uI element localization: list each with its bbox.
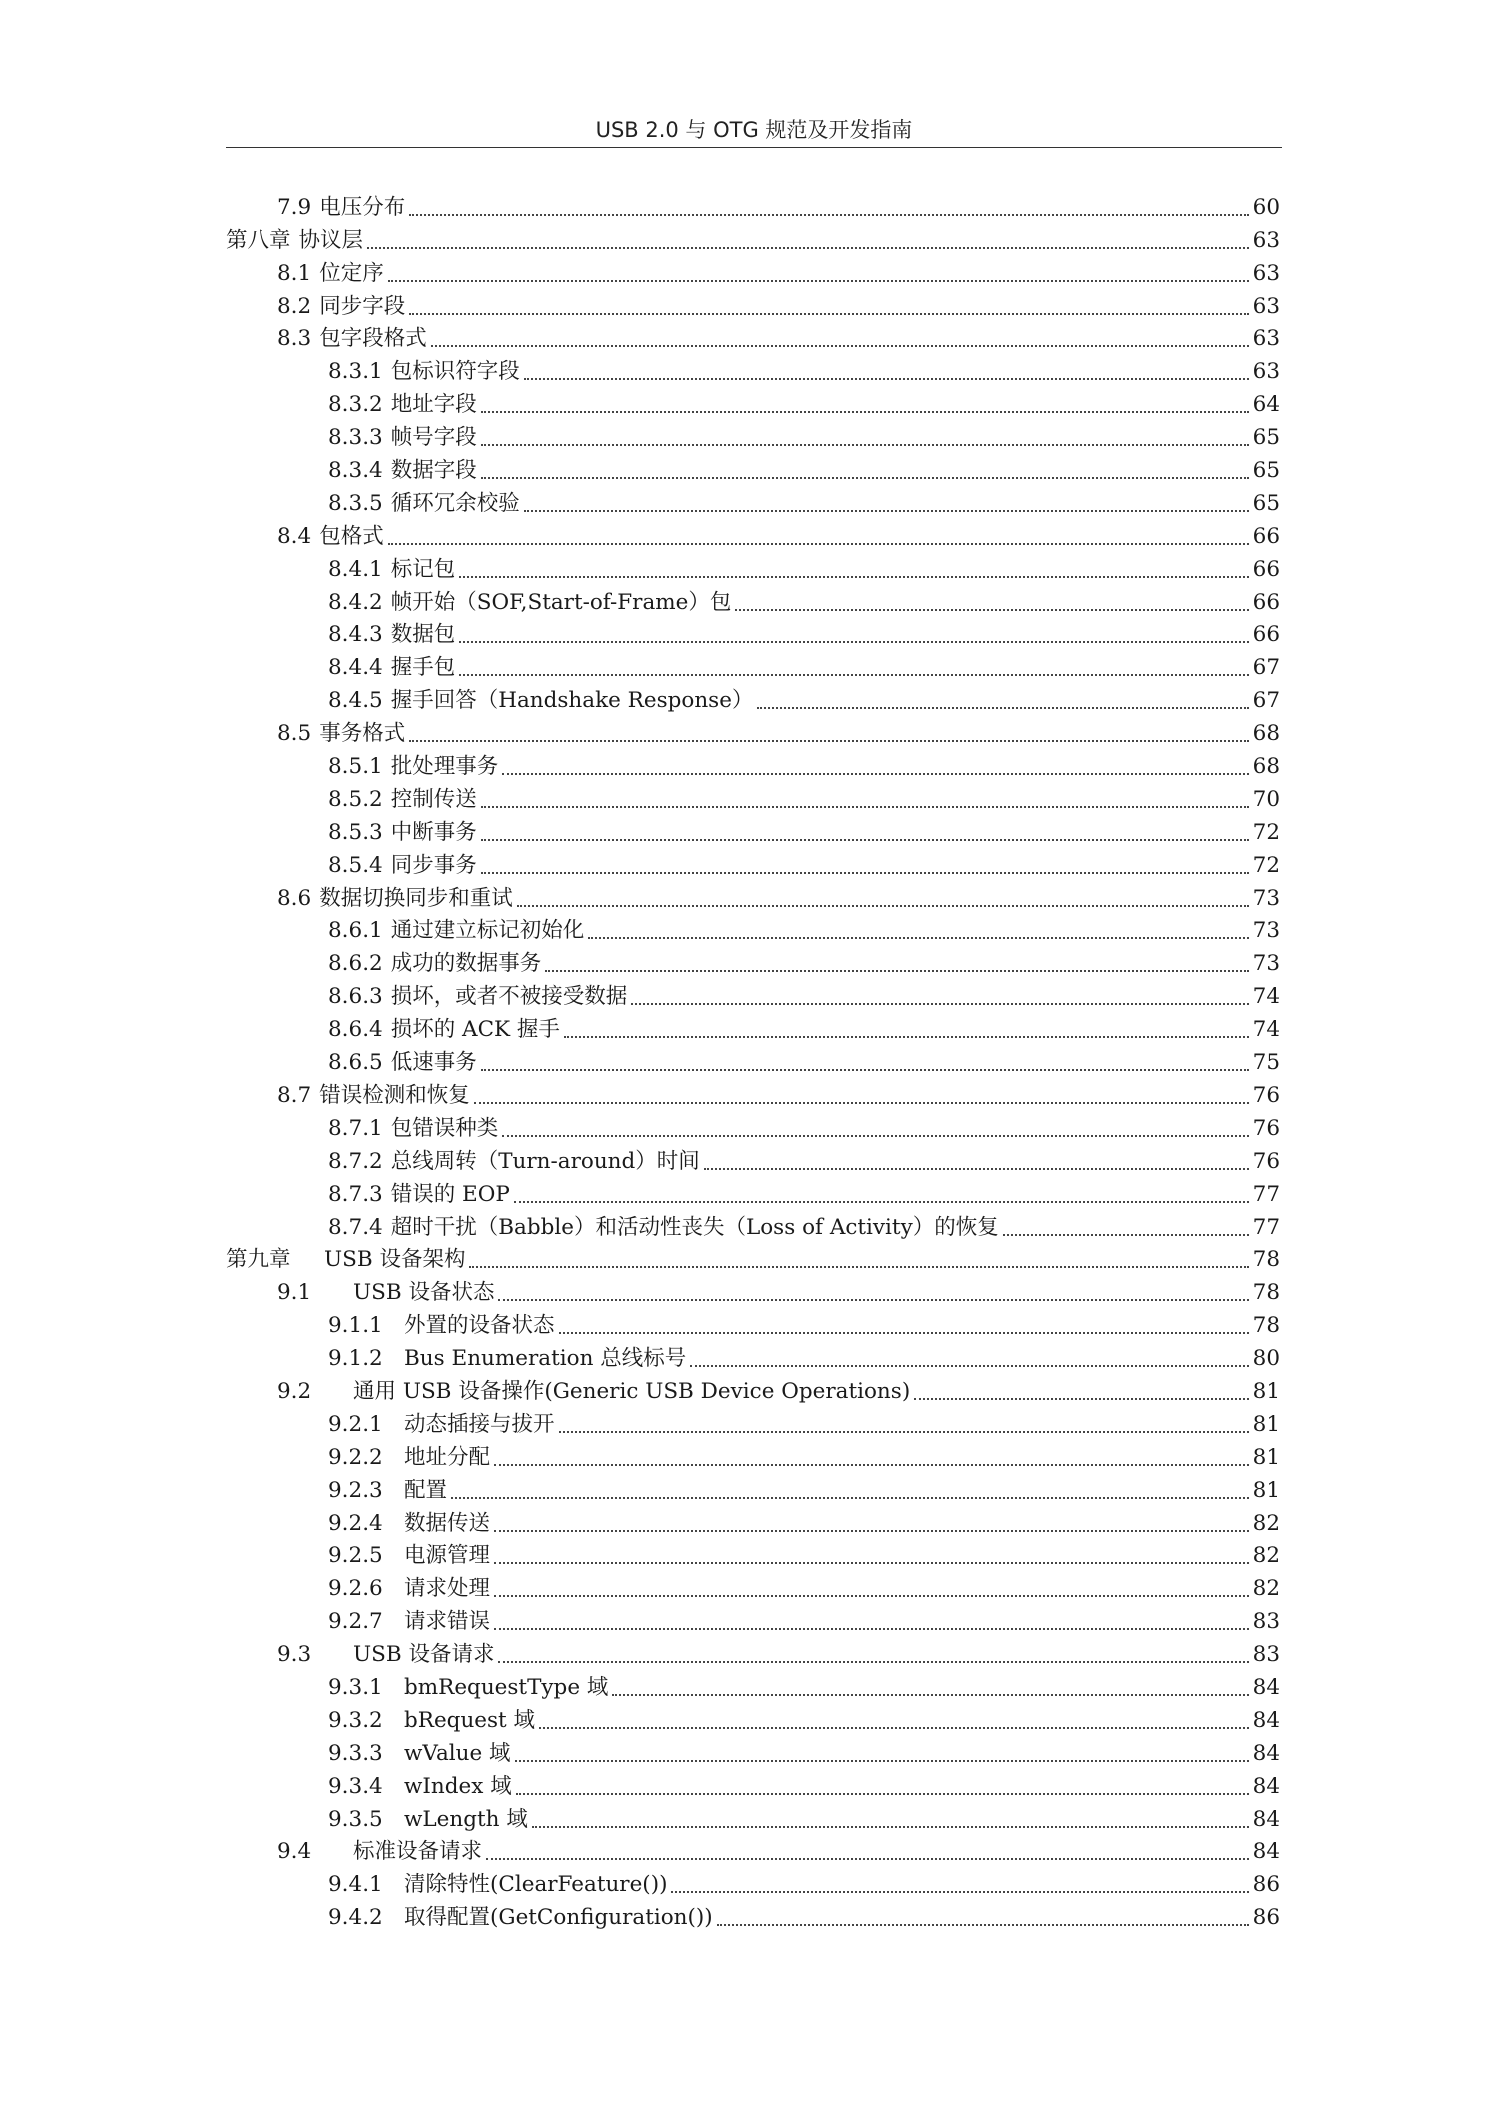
toc-entry-page: 83 [1252,1609,1280,1635]
toc-entry-title: bRequest 域 [404,1707,536,1733]
toc-entry-number: 9.1 [277,1280,312,1306]
toc-entry[interactable] [226,979,1280,1012]
toc-entry-page: 77 [1252,1214,1280,1240]
toc-entry-title: 总线周转（Turn-around）时间 [390,1148,700,1174]
toc-dot-leader [409,740,1249,742]
toc-entry-number: 8.5.2 [328,786,383,812]
toc-entry-number: 9.3.2 [328,1707,383,1733]
toc-dot-leader [367,247,1249,249]
toc-entry-page: 72 [1252,852,1280,878]
toc-entry-page: 65 [1252,490,1280,516]
toc-entry-page: 63 [1252,260,1280,286]
toc-entry[interactable] [226,486,1280,519]
toc-entry[interactable] [226,1341,1280,1374]
toc-entry-title: 帧号字段 [390,425,477,451]
toc-entry[interactable] [226,1045,1280,1078]
toc-entry-page: 81 [1252,1411,1280,1437]
toc-dot-leader [494,1562,1249,1564]
toc-entry-title: 数据切换同步和重试 [319,885,513,911]
toc-entry-number: 8.4.1 [328,556,383,582]
toc-entry-title: 通过建立标记初始化 [390,918,585,944]
toc-entry-page: 63 [1252,359,1280,385]
toc-entry-title: 包标识符字段 [390,359,520,385]
toc-entry-number: 9.2.4 [328,1510,383,1536]
toc-entry-number: 9.2 [277,1378,312,1404]
toc-entry[interactable] [226,650,1280,683]
toc-entry-title: 清除特性(ClearFeature()) [404,1872,668,1898]
toc-entry-number: 8.3.4 [328,458,383,484]
toc-entry-page: 84 [1252,1740,1280,1766]
toc-entry[interactable] [226,387,1280,420]
toc-entry-title: 请求处理 [404,1576,491,1602]
toc-entry-page: 81 [1252,1477,1280,1503]
toc-entry-number: 8.5.3 [328,819,383,845]
toc-entry-page: 68 [1252,721,1280,747]
toc-entry[interactable] [226,256,1280,289]
toc-entry-page: 78 [1252,1313,1280,1339]
toc-entry-title: 事务格式 [319,721,406,747]
toc-dot-leader [481,411,1249,413]
toc-entry-title: 循环冗余校验 [390,490,520,516]
toc-dot-leader [486,1858,1249,1860]
toc-entry[interactable] [226,683,1280,716]
toc-entry-title: 损坏的 ACK 握手 [390,1017,560,1043]
toc-entry-title: 批处理事务 [390,754,499,780]
toc-entry[interactable] [226,782,1280,815]
toc-entry-page: 65 [1252,425,1280,451]
toc-entry-title: USB 设备请求 [353,1642,495,1668]
toc-entry-page: 67 [1252,688,1280,714]
toc-dot-leader [388,543,1249,545]
toc-entry-title: 请求错误 [404,1609,491,1635]
toc-dot-leader [564,1036,1249,1038]
toc-dot-leader [612,1694,1249,1696]
toc-entry-number: 9.4.1 [328,1872,383,1898]
toc-entry-page: 66 [1252,523,1280,549]
toc-entry-title: 电压分布 [319,194,406,220]
toc-dot-leader [631,1003,1249,1005]
toc-dot-leader [481,806,1249,808]
toc-entry-page: 81 [1252,1378,1280,1404]
toc-dot-leader [516,1793,1249,1795]
toc-entry-title: 地址字段 [390,392,477,418]
toc-entry-number: 8.5.1 [328,754,383,780]
toc-entry[interactable] [226,618,1280,651]
toc-entry[interactable] [226,1440,1280,1473]
toc-entry-number: 8.7.3 [328,1181,383,1207]
toc-entry-number: 9.2.3 [328,1477,383,1503]
toc-dot-leader [494,1464,1249,1466]
toc-entry-number: 8.7.4 [328,1214,383,1240]
toc-entry-page: 64 [1252,392,1280,418]
toc-entry[interactable] [226,354,1280,387]
toc-dot-leader [690,1365,1249,1367]
toc-entry-number: 9.1.1 [328,1313,383,1339]
toc-dot-leader [1003,1234,1249,1236]
toc-entry[interactable] [226,881,1280,914]
toc-entry-number: 8.7 [277,1082,312,1108]
toc-dot-leader [481,477,1249,479]
toc-entry-page: 66 [1252,622,1280,648]
toc-dot-leader [481,444,1249,446]
toc-entry-title: 同步字段 [319,293,406,319]
toc-entry-number: 8.4.4 [328,655,383,681]
toc-entry-title: 中断事务 [390,819,477,845]
toc-entry-number: 8.5.4 [328,852,383,878]
toc-dot-leader [494,1628,1249,1630]
toc-entry[interactable] [226,585,1280,618]
toc-entry-page: 74 [1252,984,1280,1010]
toc-dot-leader [409,214,1249,216]
toc-entry[interactable] [226,1571,1280,1604]
toc-entry-title: bmRequestType 域 [404,1674,609,1700]
toc-entry-title: 包错误种类 [390,1115,499,1141]
toc-entry-title: 标记包 [390,556,456,582]
toc-entry-page: 84 [1252,1773,1280,1799]
toc-dot-leader [498,1661,1249,1663]
toc-entry-number: 9.2.5 [328,1543,383,1569]
toc-entry-number: 9.2.7 [328,1609,383,1635]
toc-entry-number: 9.3.3 [328,1740,383,1766]
toc-entry-number: 8.4.5 [328,688,383,714]
toc-dot-leader [514,1201,1249,1203]
toc-dot-leader [524,378,1249,380]
toc-dot-leader [524,510,1249,512]
toc-entry-title: 位定序 [319,260,384,286]
toc-entry[interactable] [226,1769,1280,1802]
table-of-contents [226,190,1280,1933]
toc-entry-number: 8.7.1 [328,1115,383,1141]
toc-entry-title: 电源管理 [404,1543,491,1569]
toc-entry-number: 8.6.2 [328,951,383,977]
toc-dot-leader [539,1727,1249,1729]
toc-entry-title: 通用 USB 设备操作(Generic USB Device Operations) [353,1378,911,1404]
toc-dot-leader [469,1266,1249,1268]
toc-dot-leader [459,641,1249,643]
toc-entry[interactable] [226,1177,1280,1210]
toc-dot-leader [459,576,1249,578]
toc-entry-title: 成功的数据事务 [390,951,542,977]
toc-entry[interactable] [226,716,1280,749]
toc-entry[interactable] [226,1867,1280,1900]
toc-entry-number: 9.1.2 [328,1346,383,1372]
toc-entry-page: 80 [1252,1346,1280,1372]
toc-entry-number: 9.2.2 [328,1444,383,1470]
toc-dot-leader [431,345,1249,347]
toc-entry-page: 66 [1252,589,1280,615]
toc-entry-number: 8.4.2 [328,589,383,615]
toc-dot-leader [517,905,1249,907]
toc-dot-leader [494,1530,1249,1532]
toc-entry-page: 82 [1252,1510,1280,1536]
toc-entry-page: 63 [1252,227,1280,253]
toc-entry[interactable] [226,223,1280,256]
toc-entry-page: 84 [1252,1839,1280,1865]
toc-entry-title: 错误的 EOP [390,1181,510,1207]
toc-entry-title: wValue 域 [404,1740,511,1766]
toc-entry[interactable] [226,1078,1280,1111]
toc-entry[interactable] [226,289,1280,322]
toc-dot-leader [474,1102,1249,1104]
toc-entry-page: 70 [1252,786,1280,812]
toc-entry-page: 78 [1252,1247,1280,1273]
toc-entry[interactable] [226,848,1280,881]
toc-entry-page: 84 [1252,1806,1280,1832]
toc-entry-page: 66 [1252,556,1280,582]
toc-entry[interactable] [226,1637,1280,1670]
toc-entry-title: 协议层 [298,227,364,253]
toc-entry[interactable] [226,420,1280,453]
toc-entry[interactable] [226,1736,1280,1769]
toc-entry-number: 9.3.5 [328,1806,383,1832]
toc-entry-number: 9.3.4 [328,1773,383,1799]
toc-dot-leader [559,1332,1249,1334]
toc-entry-title: 低速事务 [390,1050,477,1076]
toc-entry[interactable] [226,1473,1280,1506]
toc-dot-leader [481,839,1249,841]
toc-entry[interactable] [226,1900,1280,1933]
toc-entry[interactable] [226,1539,1280,1572]
toc-entry-number: 8.4 [277,523,312,549]
toc-entry-page: 63 [1252,326,1280,352]
toc-entry-number: 8.6.5 [328,1050,383,1076]
toc-entry[interactable] [226,1835,1280,1868]
toc-dot-leader [515,1760,1249,1762]
toc-entry-page: 67 [1252,655,1280,681]
toc-entry[interactable] [226,1703,1280,1736]
toc-entry[interactable] [226,1144,1280,1177]
toc-entry-title: 地址分配 [404,1444,491,1470]
toc-entry-number: 7.9 [277,194,312,220]
running-header: USB 2.0 与 OTG 规范及开发指南 [595,118,913,142]
toc-dot-leader [588,937,1249,939]
toc-entry-title: 数据传送 [404,1510,491,1536]
toc-entry-page: 78 [1252,1280,1280,1306]
toc-entry-number: 8.6.4 [328,1017,383,1043]
toc-entry-title: 包字段格式 [319,326,427,352]
toc-entry-page: 86 [1252,1905,1280,1931]
toc-entry-title: USB 设备架构 [324,1247,466,1273]
toc-entry[interactable] [226,552,1280,585]
toc-entry-page: 60 [1252,194,1280,220]
toc-dot-leader [502,1135,1249,1137]
toc-dot-leader [388,280,1249,282]
toc-dot-leader [735,609,1249,611]
toc-entry-page: 68 [1252,754,1280,780]
toc-entry-title: 控制传送 [390,786,477,812]
toc-entry-page: 82 [1252,1543,1280,1569]
toc-entry-page: 73 [1252,918,1280,944]
toc-entry-page: 76 [1252,1082,1280,1108]
toc-entry-number: 9.4 [277,1839,312,1865]
toc-entry-title: 帧开始（SOF,Start-of-Frame）包 [390,589,732,615]
toc-entry-number: 8.6.3 [328,984,383,1010]
toc-entry-number: 8.6 [277,885,312,911]
toc-entry-title: 外置的设备状态 [404,1313,555,1339]
toc-entry[interactable] [226,749,1280,782]
toc-entry[interactable] [226,1407,1280,1440]
toc-dot-leader [502,773,1249,775]
toc-dot-leader [451,1497,1249,1499]
toc-entry[interactable] [226,1308,1280,1341]
toc-entry-number: 9.4.2 [328,1905,383,1931]
toc-entry-title: 损坏，或者不被接受数据 [390,984,628,1010]
toc-dot-leader [704,1168,1249,1170]
toc-entry-page: 73 [1252,885,1280,911]
toc-entry-page: 73 [1252,951,1280,977]
toc-entry-page: 84 [1252,1707,1280,1733]
toc-entry-number: 9.2.1 [328,1411,383,1437]
toc-entry-page: 75 [1252,1050,1280,1076]
toc-dot-leader [494,1595,1249,1597]
toc-entry[interactable] [226,1275,1280,1308]
toc-entry-number: 8.7.2 [328,1148,383,1174]
toc-entry[interactable] [226,914,1280,947]
toc-dot-leader [481,872,1249,874]
toc-entry[interactable] [226,1210,1280,1243]
toc-entry-title: 握手包 [390,655,456,681]
toc-entry-title: 数据字段 [390,458,477,484]
toc-entry-title: Bus Enumeration 总线标号 [404,1346,687,1372]
toc-entry[interactable] [226,1111,1280,1144]
toc-entry-number: 第八章 [226,227,291,253]
toc-entry-title: 动态插接与拔开 [404,1411,555,1437]
toc-entry-number: 9.2.6 [328,1576,383,1602]
toc-entry-page: 86 [1252,1872,1280,1898]
toc-dot-leader [559,1431,1249,1433]
toc-entry-page: 76 [1252,1115,1280,1141]
toc-entry-number: 8.4.3 [328,622,383,648]
toc-entry[interactable] [226,815,1280,848]
toc-entry-title: 错误检测和恢复 [319,1082,470,1108]
toc-dot-leader [532,1826,1249,1828]
toc-entry[interactable] [226,946,1280,979]
toc-entry-number: 8.5 [277,721,312,747]
toc-entry-title: 同步事务 [390,852,477,878]
toc-entry[interactable] [226,1374,1280,1407]
toc-entry-page: 74 [1252,1017,1280,1043]
toc-entry[interactable] [226,1802,1280,1835]
toc-entry-title: 超时干扰（Babble）和活动性丧失（Loss of Activity）的恢复 [390,1214,999,1240]
toc-entry-title: 标准设备请求 [353,1839,483,1865]
toc-entry-number: 8.3 [277,326,312,352]
toc-entry-page: 82 [1252,1576,1280,1602]
toc-dot-leader [914,1398,1249,1400]
toc-entry-title: 数据包 [390,622,456,648]
toc-entry[interactable] [226,322,1280,355]
toc-entry[interactable] [226,1243,1280,1276]
toc-entry-page: 65 [1252,458,1280,484]
toc-entry-title: 配置 [404,1477,448,1503]
toc-entry-number: 8.1 [277,260,312,286]
toc-entry[interactable] [226,1604,1280,1637]
toc-dot-leader [757,707,1249,709]
toc-dot-leader [409,313,1249,315]
toc-entry-number: 9.3.1 [328,1674,383,1700]
toc-entry-number: 8.2 [277,293,312,319]
toc-entry-number: 8.3.1 [328,359,383,385]
toc-entry[interactable] [226,453,1280,486]
toc-entry-number: 9.3 [277,1642,312,1668]
toc-entry-title: 取得配置(GetConfiguration()) [404,1905,713,1931]
toc-entry[interactable] [226,1506,1280,1539]
toc-dot-leader [545,970,1249,972]
toc-entry[interactable] [226,519,1280,552]
toc-dot-leader [717,1924,1249,1926]
toc-entry-page: 76 [1252,1148,1280,1174]
toc-entry-title: 握手回答（Handshake Response） [390,688,754,714]
toc-entry-title: wLength 域 [404,1806,528,1832]
toc-entry-number: 第九章 [226,1247,291,1273]
toc-entry-number: 8.3.5 [328,490,383,516]
toc-dot-leader [498,1299,1249,1301]
toc-entry-page: 72 [1252,819,1280,845]
toc-entry-number: 8.3.2 [328,392,383,418]
toc-entry-page: 83 [1252,1642,1280,1668]
toc-dot-leader [481,1069,1249,1071]
toc-entry-page: 84 [1252,1674,1280,1700]
toc-entry-page: 81 [1252,1444,1280,1470]
toc-dot-leader [671,1891,1249,1893]
toc-entry-number: 8.6.1 [328,918,383,944]
toc-entry[interactable] [226,1670,1280,1703]
toc-entry-page: 63 [1252,293,1280,319]
toc-entry-title: USB 设备状态 [353,1280,495,1306]
toc-dot-leader [459,674,1249,676]
toc-entry[interactable] [226,190,1280,223]
toc-entry-title: 包格式 [319,523,384,549]
toc-entry-number: 8.3.3 [328,425,383,451]
header-rule [226,147,1282,148]
toc-entry-page: 77 [1252,1181,1280,1207]
toc-entry-title: wIndex 域 [404,1773,512,1799]
toc-entry[interactable] [226,1012,1280,1045]
